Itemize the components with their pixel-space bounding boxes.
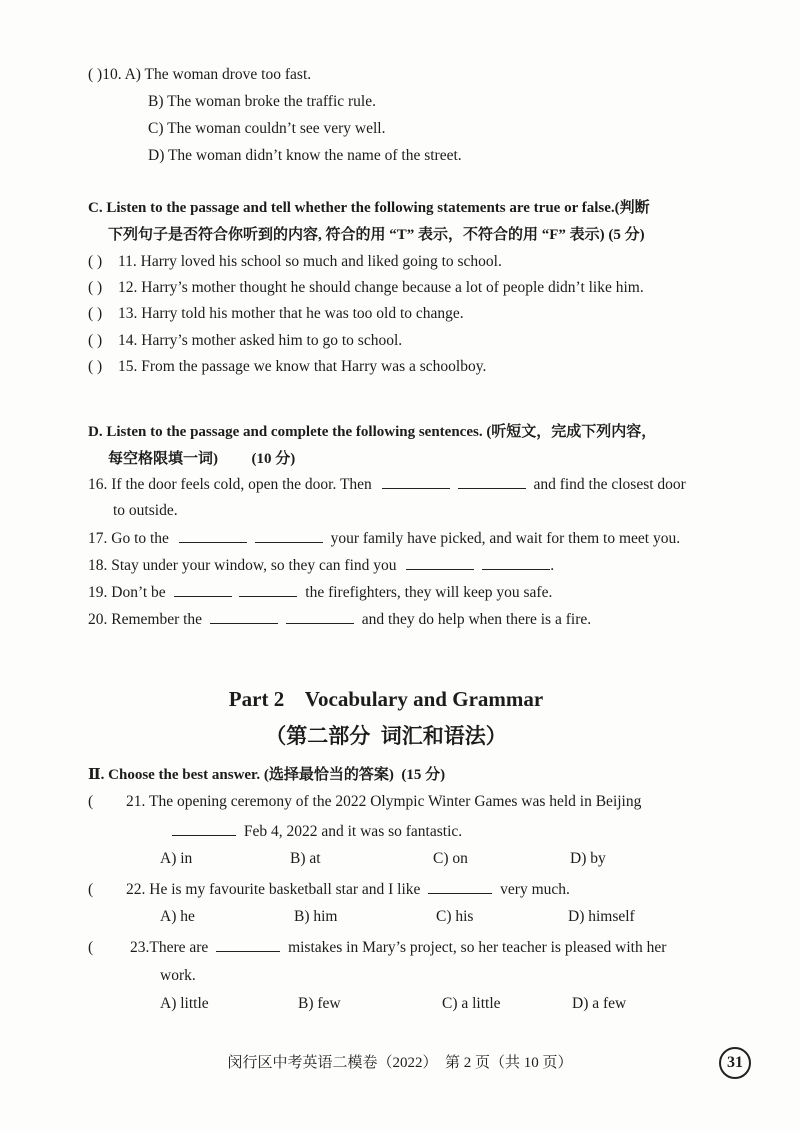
q18-period: .: [550, 557, 555, 574]
answer-paren: ( ): [88, 279, 103, 296]
question-21: [88, 792, 641, 812]
section-c-heading-cont: 下列句子是否符合你听到的内容, 符合的用 “T” 表示，不符合的用 “F” 表示) (5 分): [108, 227, 645, 243]
q23-option-d: D) a few: [572, 995, 627, 1012]
q22-option-c: C) his: [436, 908, 474, 925]
q10-option-d: D) The woman didn’t know the name of the street.: [148, 147, 462, 164]
question-19: [88, 582, 552, 603]
q20-text-cont: and they do help when there is a fire.: [361, 611, 592, 628]
page-number-badge: 31: [719, 1047, 751, 1079]
answer-paren: ( ): [88, 332, 103, 349]
q20-text: 20. Remember the: [88, 611, 203, 628]
question-text: 12. Harry’s mother thought he should change because a lot of people didn’t like him.: [118, 279, 644, 296]
answer-blank[interactable]: [458, 474, 526, 489]
answer-paren: ( ): [88, 253, 103, 270]
answer-blank[interactable]: [239, 582, 297, 597]
answer-blank[interactable]: [174, 582, 232, 597]
answer-blank[interactable]: [255, 528, 323, 543]
section-d-instruction: 每空格限填一词): [108, 451, 218, 467]
q19-text-cont: the firefighters, they will keep you safe.: [305, 584, 553, 601]
answer-blank[interactable]: [172, 821, 236, 836]
q21-option-c: C) on: [433, 850, 468, 867]
q23-option-c: C) a little: [442, 995, 501, 1012]
q23-text-cont: mistakes in Mary’s project, so her teacher is pleased with her: [288, 939, 667, 956]
q10-option-c: C) The woman couldn’t see very well.: [148, 120, 386, 137]
answer-blank[interactable]: [286, 609, 354, 624]
answer-blank[interactable]: [210, 609, 278, 624]
q23-option-a: A) little: [160, 995, 209, 1012]
q10-option-b: B) The woman broke the traffic rule.: [148, 93, 376, 110]
page-footer: 闵行区中考英语二模卷（2022） 第 2 页（共 10 页）: [227, 1055, 573, 1071]
question-11: [88, 252, 502, 272]
section-d-points: (10 分): [251, 451, 296, 467]
answer-paren: (: [88, 793, 94, 810]
answer-paren: ( ): [88, 305, 103, 322]
question-14: [88, 331, 402, 351]
answer-paren: (: [88, 881, 94, 898]
question-17: [88, 528, 680, 549]
q21-text: 21. The opening ceremony of the 2022 Olympic Winter Games was held in Beijing: [126, 793, 642, 810]
part-2-subtitle: （第二部分 词汇和语法）: [265, 724, 507, 748]
question-16: [88, 474, 686, 495]
q23-line2: work.: [160, 967, 196, 984]
q21-option-b: B) at: [290, 850, 321, 867]
section-d-heading: D. Listen to the passage and complete the following sentences. (听短文，完成下列内容，: [88, 424, 657, 440]
q22-option-a: A) he: [160, 908, 195, 925]
q21-option-d: D) by: [570, 850, 606, 867]
q21-line2: [172, 821, 462, 842]
q16-text-cont: and find the closest door: [533, 476, 686, 493]
question-18: [88, 555, 554, 576]
question-text: 13. Harry told his mother that he was too old to change.: [118, 305, 464, 322]
section-c-heading: C. Listen to the passage and tell whether the following statements are true or false.(判断: [88, 200, 650, 216]
question-10-stem: [88, 65, 311, 85]
q22-option-b: B) him: [294, 908, 338, 925]
part-2-title: Part 2 Vocabulary and Grammar: [228, 687, 544, 711]
q16-continuation: to outside.: [113, 502, 178, 519]
answer-blank[interactable]: [382, 474, 450, 489]
q21-text-cont: Feb 4, 2022 and it was so fantastic.: [243, 823, 463, 840]
section-d-heading-cont: [108, 449, 295, 469]
q10-stem-text: ( )10. A) The woman drove too fast.: [88, 66, 312, 83]
section-ii-heading: Ⅱ. Choose the best answer. (选择最恰当的答案) (15 分): [88, 767, 446, 783]
q22-text: 22. He is my favourite basketball star and I like: [126, 881, 421, 898]
q19-text: 19. Don’t be: [88, 584, 166, 601]
question-text: 14. Harry’s mother asked him to go to school.: [118, 332, 403, 349]
question-13: [88, 304, 464, 324]
answer-blank[interactable]: [179, 528, 247, 543]
answer-blank[interactable]: [482, 555, 550, 570]
question-23: [88, 937, 666, 958]
question-text: 11. Harry loved his school so much and liked going to school.: [118, 253, 502, 270]
q22-option-d: D) himself: [568, 908, 635, 925]
q23-option-b: B) few: [298, 995, 341, 1012]
question-15: [88, 357, 486, 377]
question-22: [88, 879, 570, 900]
question-20: [88, 609, 591, 630]
answer-paren: (: [88, 939, 94, 956]
q22-text-cont: very much.: [500, 881, 570, 898]
q18-text: 18. Stay under your window, so they can find you: [88, 557, 397, 574]
q21-option-a: A) in: [160, 850, 193, 867]
q17-text: 17. Go to the: [88, 530, 169, 547]
q17-text-cont: your family have picked, and wait for them to meet you.: [330, 530, 681, 547]
answer-blank[interactable]: [216, 937, 280, 952]
answer-paren: ( ): [88, 358, 103, 375]
answer-blank[interactable]: [428, 879, 492, 894]
q16-text: 16. If the door feels cold, open the door. Then: [88, 476, 372, 493]
answer-blank[interactable]: [406, 555, 474, 570]
q23-text: 23.There are: [130, 939, 209, 956]
question-12: [88, 278, 644, 298]
question-text: 15. From the passage we know that Harry was a schoolboy.: [118, 358, 487, 375]
